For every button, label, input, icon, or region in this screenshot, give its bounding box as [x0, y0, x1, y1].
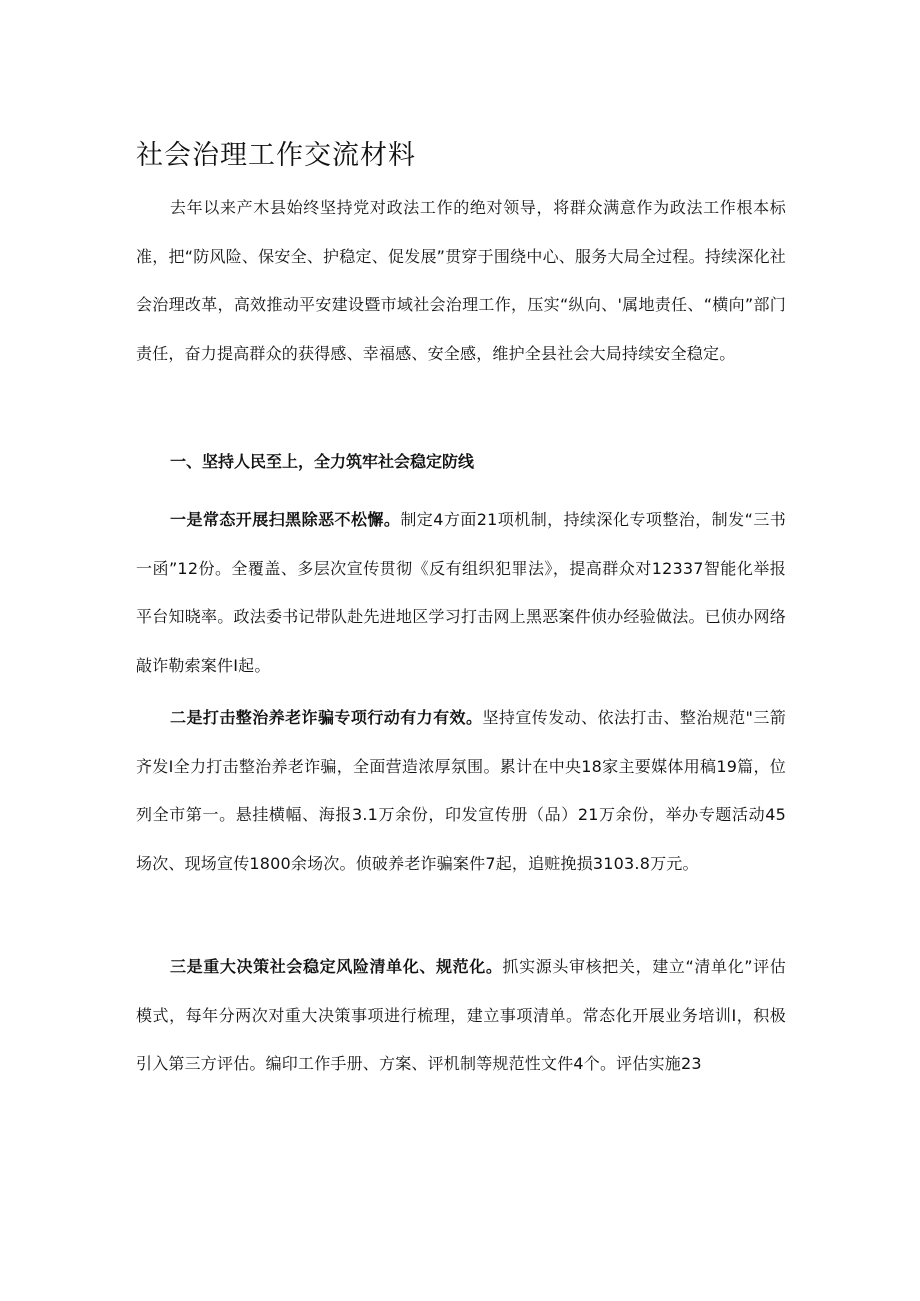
item-body-2: 坚持宣传发动、依法打击、整治规范"三箭齐发I全力打击整治养老诈骗，全面营造浓厚氛围。累计在中央18家主要媒体用稿19篇，位列全市第一。悬挂横幅、海报3.1万余份，印发宣传册（品）21万余份，举办专题活动45场次、现场宣传1800余场次。侦破养老诈骗案件7起，追赃挽损3103.8万元。 [136, 708, 786, 873]
item-body-3: 抓实源头审核把关，建立“清单化”评估模式，每年分两次对重大决策事项进行梳理，建立事项清单。常态化开展业务培训I，积极引入第三方评估。编印工作手册、方案、评机制等规范性文件4个。评估实施23 [136, 957, 786, 1073]
item-paragraph-2 [136, 694, 786, 888]
item-lead-3: 三是重大决策社会稳定风险清单化、规范化。 [170, 957, 503, 976]
item-body-1: 制定4方面21项机制，持续深化专项整治，制发“三书一函”12份。全覆盖、多层次宣传贯彻《反有组织犯罪法》，提高群众对12337智能化举报平台知晓率。政法委书记带队赴先进地区学习打击网上黑恶案件侦办经验做法。已侦办网络敲诈勒索案件I起。 [136, 510, 786, 675]
item-paragraph-3 [136, 943, 786, 1089]
item-lead-2: 二是打击整治养老诈骗专项行动有力有效。 [170, 708, 483, 727]
item-lead-1: 一是常态开展扫黑除恶不松懈。 [170, 510, 401, 529]
item-paragraph-1 [136, 496, 786, 690]
section-heading-1: 一、坚持人民至上，全力筑牢社会稳定防线 [170, 452, 475, 471]
intro-paragraph: 去年以来产木县始终坚持党对政法工作的绝对领导，将群众满意作为政法工作根本标准，把“防风险、保安全、护稳定、促发展”贯穿于围绕中心、服务大局全过程。持续深化社会治理改革，高效推动平安建设暨市域社会治理工作，压实“纵向、'属地责任、“横向”部门责任，奋力提高群众的获得感、幸福感、安全感，维护全县社会大局持续安全稳定。 [136, 198, 786, 363]
document-title: 社会治理工作交流材料 [136, 140, 416, 171]
